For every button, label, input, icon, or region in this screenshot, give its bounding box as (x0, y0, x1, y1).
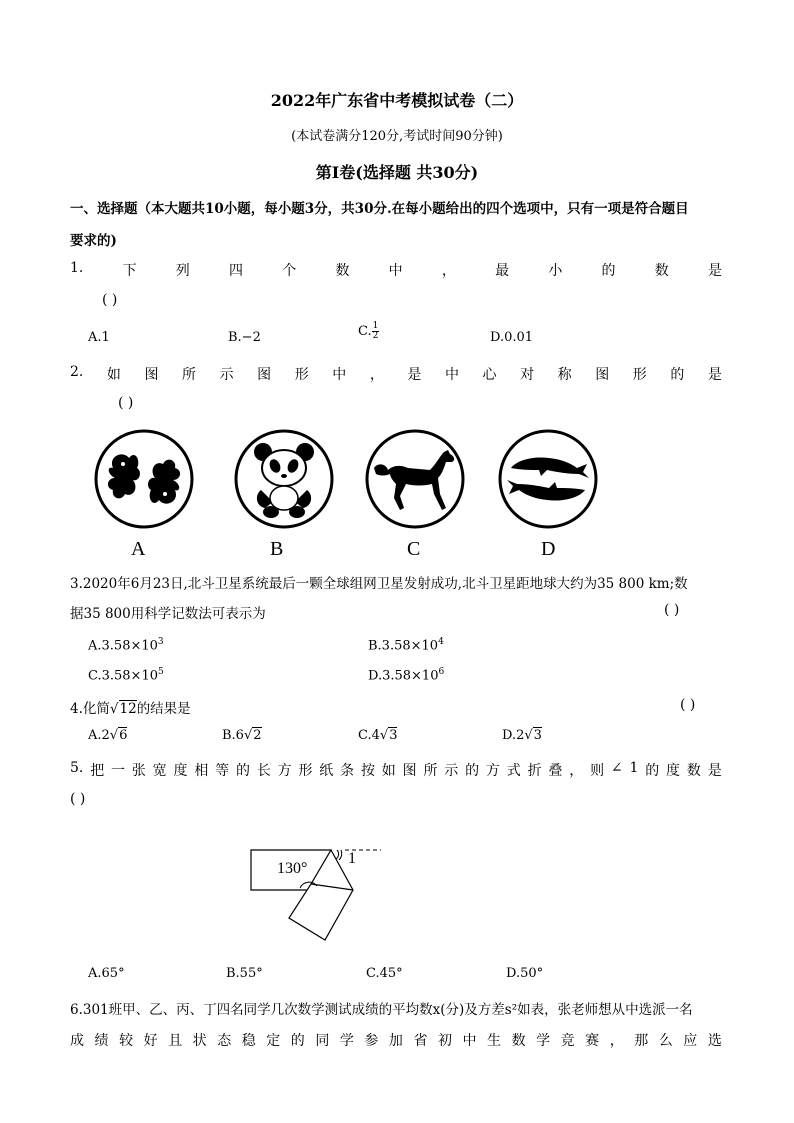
question-1-option-b: B.−2 (228, 330, 261, 345)
question-5-option-d: D.50° (506, 966, 544, 981)
exam-subtitle: (本试卷满分120分,考试时间90分钟) (291, 129, 503, 144)
figure-angle-130-label: 130° (277, 860, 308, 877)
figure-d-dolphins (497, 428, 599, 530)
question-4-option-d: D.2√3 (502, 728, 542, 743)
figure-folded-strip (245, 840, 385, 942)
figure-label-a: A (131, 538, 146, 560)
question-5-option-c: C.45° (366, 966, 403, 981)
question-2-stem: 2. 如 图 所 示 图 形 中 ， 是 中 心 对 称 图 形 的 是 (70, 364, 722, 383)
question-5-answer-paren: ( ) (70, 791, 86, 807)
question-4-option-a: A.2√6 (88, 728, 128, 743)
question-5-option-b: B.55° (226, 966, 263, 981)
question-3-option-a: $A.3.58\times 10^3$ (88, 637, 164, 654)
figure-label-c: C (407, 538, 421, 560)
question-3-answer-paren: ( ) (664, 602, 680, 618)
question-1-answer-paren: ( ) (102, 292, 118, 308)
question-1-option-d: D.0.01 (490, 330, 534, 345)
instructions-line-1: 一、选择题（本大题共10小题，每小题3分，共30分.在每小题给出的四个选项中，只有一项是符合题目 (70, 201, 689, 217)
question-3-line-1: 3.2020年6月23日,北斗卫星系统最后一颗全球组网卫星发射成功,北斗卫星距地球大约为35 800 km;数 (70, 576, 688, 592)
figure-c-horse (364, 428, 466, 530)
question-5-option-a: A.65° (88, 966, 125, 981)
figure-label-b: B (270, 538, 284, 560)
question-6-line-2: 成 绩 较 好 且 状 态 稳 定 的 同 学 参 加 省 初 中 生 数 学 竞 赛 ， 那 么 应 选 (70, 1033, 722, 1049)
question-1-option-a: A.1 (88, 330, 110, 345)
question-5-stem: 5. 把 一 张 宽 度 相 等 的 长 方 形 纸 条 按 如 图 所 示 的 方 式 折 叠 ， 则 ∠ 1 的 度 数 是 (70, 760, 722, 779)
question-4-stem: 4.化简√12的结果是 (70, 701, 191, 717)
question-1-option-c: C. $\frac{1}{2}$ (358, 321, 379, 341)
figure-a-dragons (93, 428, 195, 530)
question-6-line-1: 6.301班甲、乙、丙、丁四名同学几次数学测试成绩的平均数x(分)及方差s²如表，张老师想从中选派一名 (70, 1002, 693, 1018)
question-4-answer-paren: ( ) (680, 697, 696, 713)
page-title: 2022年广东省中考模拟试卷（二） (270, 91, 524, 110)
question-4-option-b: B.6√2 (222, 728, 262, 743)
radical-12: 12 (119, 701, 137, 717)
question-3-option-b: $B.3.58\times 10^4$ (368, 637, 444, 654)
instructions-line-2: 要求的) (70, 233, 117, 249)
section-heading: 第Ⅰ卷(选择题 共30分) (315, 163, 479, 182)
question-3-option-d: $D.3.58\times 10^6$ (368, 667, 445, 684)
figure-angle-1-label: 1 (348, 850, 356, 867)
question-2-answer-paren: ( ) (118, 395, 134, 411)
question-3-option-c: $C.3.58\times 10^5$ (88, 667, 164, 684)
question-3-line-2: 据35 800用科学记数法可表示为 (70, 606, 266, 622)
question-4-option-c: C.4√3 (358, 728, 398, 743)
figure-b-panda (233, 428, 335, 530)
question-1-stem: 1. 下 列 四 个 数 中 ， 最 小 的 数 是 (70, 260, 722, 279)
fraction-one-half: $\frac{1}{2}$ (372, 321, 379, 341)
figure-label-d: D (541, 538, 556, 560)
